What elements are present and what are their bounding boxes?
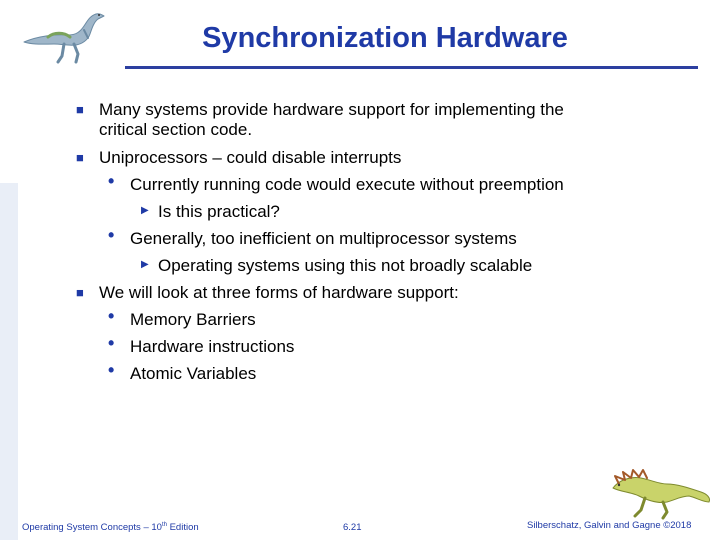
footer-course xyxy=(22,522,199,533)
triangle-bullet-icon: ▶ xyxy=(141,259,149,270)
dinosaur-icon xyxy=(605,462,715,520)
bullet-text: Memory Barriers xyxy=(130,310,256,329)
square-bullet-icon: ■ xyxy=(76,285,84,300)
slide-title: Synchronization Hardware xyxy=(202,22,568,54)
bullet-text: Uniprocessors – could disable interrupts xyxy=(99,148,402,167)
bullet-text: critical section code. xyxy=(99,120,253,139)
bullet-text: Currently running code would execute without preemption xyxy=(130,175,564,194)
footer-course-suffix: Edition xyxy=(166,522,199,534)
square-bullet-icon: ■ xyxy=(76,102,84,117)
bullet-text: We will look at three forms of hardware support: xyxy=(99,283,459,302)
bullet-text: Operating systems using this not broadly scalable xyxy=(158,256,533,275)
bullet-text: Many systems provide hardware support for implementing the xyxy=(99,100,564,119)
bullet-text: Hardware instructions xyxy=(130,337,295,356)
dot-bullet-icon: • xyxy=(108,306,115,326)
footer-course-sup: th xyxy=(161,522,167,528)
dot-bullet-icon: • xyxy=(108,225,115,245)
footer-course-prefix: Operating System Concepts – 10 xyxy=(22,522,162,534)
dot-bullet-icon: • xyxy=(108,360,115,380)
dot-bullet-icon: • xyxy=(108,333,115,353)
bullet-text: Is this practical? xyxy=(158,202,280,221)
square-bullet-icon: ■ xyxy=(76,150,84,165)
triangle-bullet-icon: ▶ xyxy=(141,205,149,216)
bullet-text: Atomic Variables xyxy=(130,364,257,383)
bullet-text: Generally, too inefficient on multiprocessor systems xyxy=(130,229,517,248)
footer-page-number: 6.21 xyxy=(343,522,362,533)
footer-copyright: Silberschatz, Galvin and Gagne ©2018 xyxy=(527,520,692,531)
dot-bullet-icon: • xyxy=(108,171,115,191)
